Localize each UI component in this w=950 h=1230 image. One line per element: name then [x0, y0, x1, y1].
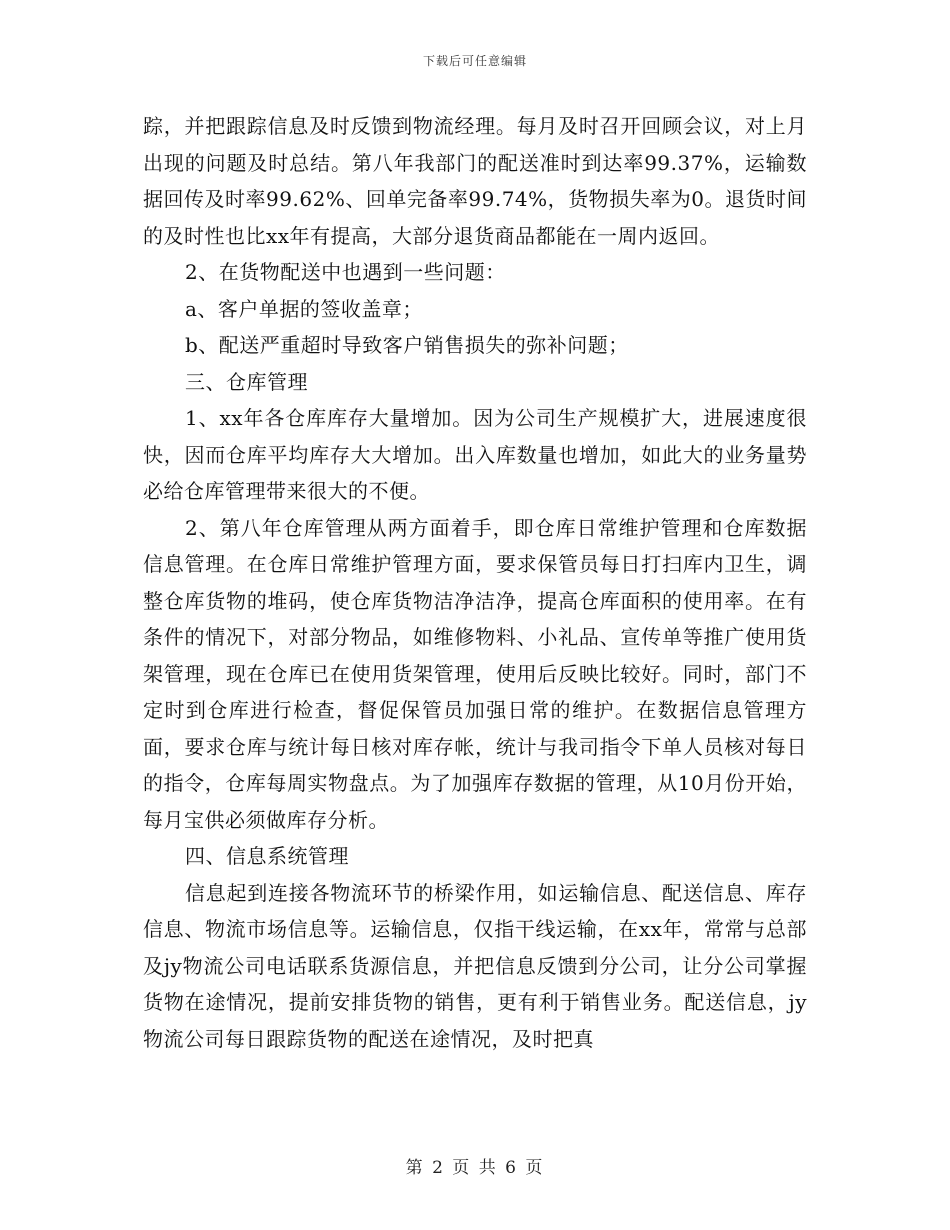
paragraph-3: a、客户单据的签收盖章； [185, 296, 423, 321]
section-heading-3: 三、仓库管理 [185, 369, 308, 394]
page-footer: 第 2 页 共 6 页 [405, 1158, 545, 1178]
document-body [143, 108, 807, 1057]
paragraph-7: 信息起到连接各物流环节的桥梁作用，如运输信息、配送信息、库存信息、物流市场信息等。运输信息，仅指干线运输，在xx年，常常与总部及jy物流公司电话联系货源信息，并把信息反馈到分公司，让分公司掌握货物在途情况，提前安排货物的销售，更有利于销售业务。配送信息，jy物流公司每日跟踪货物的配送在途情况，及时把真 [143, 880, 807, 1051]
paragraph-5: 1、xx年各仓库库存大量增加。因为公司生产规模扩大，进展速度很快，因而仓库平均库存大大增加。出入库数量也增加，如此大的业务量势必给仓库管理带来很大的不便。 [143, 406, 807, 503]
section-heading-4: 四、信息系统管理 [185, 844, 349, 868]
paragraph-4: b、配送严重超时导致客户销售损失的弥补问题； [185, 333, 629, 357]
paragraph-1: 踪，并把跟踪信息及时反馈到物流经理。每月及时召开回顾会议，对上月出现的问题及时总结。第八年我部门的配送准时到达率99.37%，运输数据回传及时率99.62%、回单完备率99.74%，货物损失率为0。退货时间的及时性也比xx年有提高，大部分退货商品都能在一周内返回。 [143, 114, 807, 248]
page-header: 下载后可任意编辑 [422, 54, 527, 68]
paragraph-6: 2、第八年仓库管理从两方面着手，即仓库日常维护管理和仓库数据信息管理。在仓库日常维护管理方面，要求保管员每日打扫库内卫生，调整仓库货物的堆码，使仓库货物洁净洁净，提高仓库面积的使用率。在有条件的情况下，对部分物品，如维修物料、小礼品、宣传单等推广使用货架管理，现在仓库已在使用货架管理，使用后反映比较好。同时，部门不定时到仓库进行检查，督促保管员加强日常的维护。在数据信息管理方面，要求仓库与统计每日核对库存帐，统计与我司指令下单人员核对每日的指令，仓库每周实物盘点。为了加强库存数据的管理，从10月份开始，每月宝供必须做库存分析。 [143, 515, 807, 832]
paragraph-2: 2、在货物配送中也遇到一些问题： [185, 260, 506, 284]
